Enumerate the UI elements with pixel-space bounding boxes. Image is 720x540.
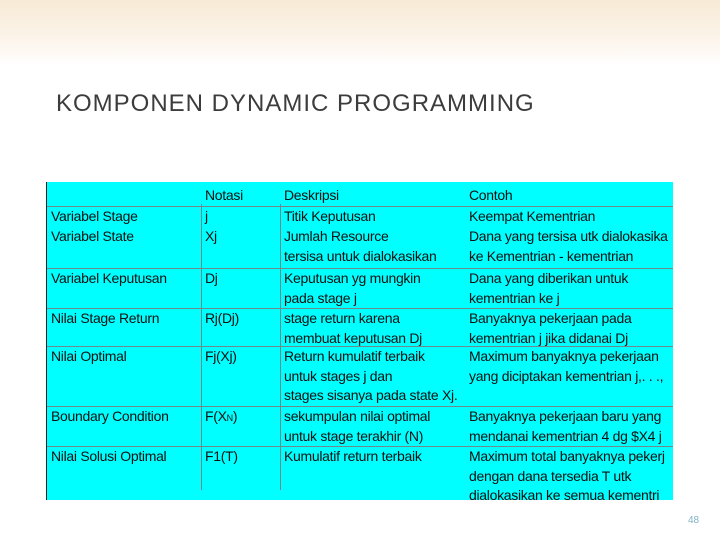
row-label: Boundary Condition	[51, 408, 169, 424]
header-notasi: Notasi	[205, 187, 243, 203]
row-label: Variabel Keputusan	[51, 270, 167, 286]
row-deskripsi: Return kumulatif terbaik untuk stages j dan stages sisanya pada state Xj.	[284, 348, 458, 403]
row-contoh: Dana yang tersisa utk dialokasika ke Kementrian - kementrian	[469, 228, 668, 264]
row-label: Variabel Stage	[51, 208, 138, 224]
page-number: 48	[688, 515, 700, 526]
table-row	[47, 268, 673, 306]
row-contoh: Banyaknya pekerjaan baru yang mendanai kementrian 4 dg $X4 j	[469, 408, 662, 444]
row-label: Nilai Optimal	[51, 348, 127, 364]
row-notasi: Xj	[205, 228, 217, 244]
table-row	[47, 206, 673, 224]
row-deskripsi: Titik Keputusan	[284, 208, 376, 224]
row-contoh: Banyaknya pekerjaan pada kementrian j jika didanai Dj	[469, 310, 632, 346]
row-notasi: Dj	[205, 270, 218, 286]
row-deskripsi: stage return karena membuat keputusan Dj	[284, 310, 422, 346]
row-notasi: j	[205, 208, 208, 224]
header-contoh: Contoh	[469, 187, 513, 203]
header-gradient-band	[0, 0, 720, 66]
row-deskripsi: sekumpulan nilai optimal untuk stage terakhir (N)	[284, 408, 431, 444]
slide-title: KOMPONEN DYNAMIC PROGRAMMING	[56, 90, 535, 117]
header-deskripsi: Deskripsi	[284, 187, 339, 203]
row-deskripsi: Jumlah Resource tersisa untuk dialokasikan	[284, 228, 437, 264]
row-label: Variabel State	[51, 228, 134, 244]
table-row	[47, 446, 673, 500]
column-divider	[280, 204, 281, 490]
row-notasi: Fj(Xj)	[205, 348, 237, 364]
row-label: Nilai Stage Return	[51, 310, 160, 326]
row-label: Nilai Solusi Optimal	[51, 448, 167, 464]
row-contoh: Maximum total banyaknya pekerj dengan dana tersedia T utk dialokasikan ke semua kementri	[469, 448, 665, 500]
row-contoh: Maximum banyaknya pekerjaan yang diciptakan kementrian j,. . .,	[469, 348, 664, 384]
table-row	[47, 308, 673, 346]
table-row	[47, 406, 673, 444]
table-row	[47, 346, 673, 403]
column-divider	[201, 204, 202, 490]
row-notasi: F(XN)	[205, 408, 238, 424]
row-contoh: Keempat Kementrian	[469, 208, 596, 224]
row-notasi: F1(T)	[205, 448, 238, 464]
row-contoh: Dana yang diberikan untuk kementrian ke j	[469, 270, 629, 306]
row-deskripsi: Kumulatif return terbaik	[284, 448, 422, 464]
row-deskripsi: Keputusan yg mungkin pada stage j	[284, 270, 421, 306]
components-table	[46, 182, 673, 500]
row-notasi: Rj(Dj)	[205, 310, 239, 326]
